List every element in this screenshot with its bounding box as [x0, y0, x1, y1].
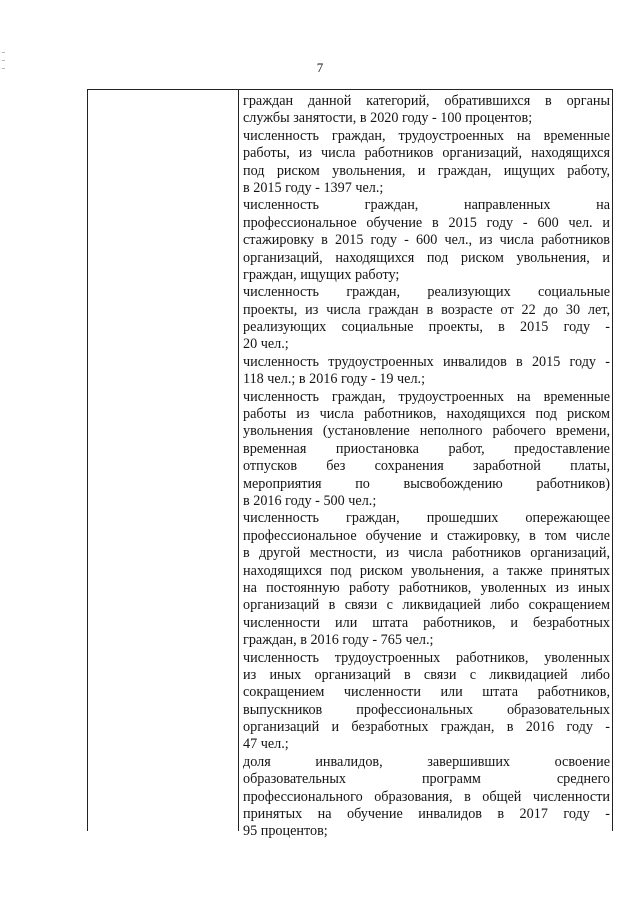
text-line: численности или штата работников, и безработных	[243, 614, 610, 631]
margin-mark	[2, 52, 5, 53]
text-line: в 2016 году - 500 чел.;	[243, 492, 377, 509]
text-line: реализующих социальные проекты, в 2015 году -	[243, 319, 610, 336]
list-item	[243, 389, 610, 511]
text-line: 47 чел.;	[243, 736, 289, 753]
list-item	[243, 284, 610, 354]
text-line: граждан, ищущих работу;	[243, 266, 400, 283]
text-line: численность граждан, реализующих социальные	[243, 284, 610, 301]
text-line: организаций и безработных граждан, в 2016 году -	[243, 719, 610, 736]
text-line: отпусков без сохранения заработной платы,	[243, 458, 610, 475]
text-line: профессиональное обучение в 2015 году - 600 чел. и	[243, 214, 610, 231]
text-line: временная приостановка работ, предоставление	[243, 440, 610, 457]
text-line: выпускников профессиональных образовательных	[243, 701, 610, 718]
text-line: численность граждан, трудоустроенных на временные	[243, 388, 610, 405]
table-column-divider	[238, 90, 239, 831]
page-number: 7	[316, 60, 324, 75]
table-cell-text	[243, 93, 610, 841]
list-item	[243, 754, 610, 841]
text-line: численность трудоустроенных инвалидов в 2015 году -	[243, 353, 610, 370]
text-line: граждан данной категорий, обратившихся в органы	[243, 93, 610, 109]
text-line: профессиональное обучение и стажировку, в том числе	[243, 527, 610, 544]
text-line: 118 чел.; в 2016 году - 19 чел.;	[243, 371, 426, 388]
text-line: численность граждан, направленных на	[243, 197, 610, 214]
list-item	[243, 510, 610, 649]
text-line: сокращением численности или штата работников,	[243, 684, 610, 701]
text-line: численность граждан, прошедших опережающее	[243, 510, 610, 527]
text-line: проекты, из числа граждан в возрасте от 22 до 30 лет,	[243, 301, 610, 318]
text-line: находящихся под риском увольнения, а также принятых	[243, 562, 610, 579]
text-line: в другой местности, из числа работников организаций,	[243, 545, 610, 562]
text-line: на постоянную работу работников, уволенных из иных	[243, 579, 610, 596]
text-line: численность граждан, трудоустроенных на временные	[243, 127, 610, 144]
text-line: 95 процентов;	[243, 823, 328, 840]
text-line: увольнения (установление неполного рабочего времени,	[243, 423, 610, 440]
margin-marks	[2, 52, 6, 78]
text-line: стажировку в 2015 году - 600 чел., из числа работников	[243, 232, 610, 249]
text-line: работы, из числа работников организаций, находящихся	[243, 145, 610, 162]
list-item	[243, 93, 610, 128]
margin-mark	[2, 60, 5, 61]
document-table	[87, 89, 613, 840]
text-line: профессионального образования, в общей численности	[243, 788, 610, 805]
text-line: доля инвалидов, завершивших освоение	[243, 753, 610, 770]
list-item	[243, 128, 610, 198]
text-line: граждан, в 2016 году - 765 чел.;	[243, 632, 434, 649]
text-line: в 2015 году - 1397 чел.;	[243, 179, 384, 196]
text-line: образовательных программ среднего	[243, 771, 610, 788]
text-line: численность трудоустроенных работников, уволенных	[243, 649, 610, 666]
text-line: работы из числа работников, находящихся под риском	[243, 406, 610, 423]
text-line: из иных организаций в связи с ликвидацией либо	[243, 666, 610, 683]
margin-mark	[2, 68, 5, 69]
text-line: организаций, находящихся под риском увольнения, и	[243, 249, 610, 266]
text-line: 20 чел.;	[243, 336, 289, 353]
list-item	[243, 197, 610, 284]
text-line: принятых на обучение инвалидов в 2017 году -	[243, 806, 610, 823]
text-line: мероприятия по высвобождению работников)	[243, 475, 610, 492]
text-line: организаций в связи с ликвидацией либо сокращением	[243, 597, 610, 614]
list-item	[243, 650, 610, 754]
text-line: под риском увольнения, и граждан, ищущих работу,	[243, 162, 610, 179]
text-line: службы занятости, в 2020 году - 100 процентов;	[243, 110, 533, 127]
list-item	[243, 354, 610, 389]
